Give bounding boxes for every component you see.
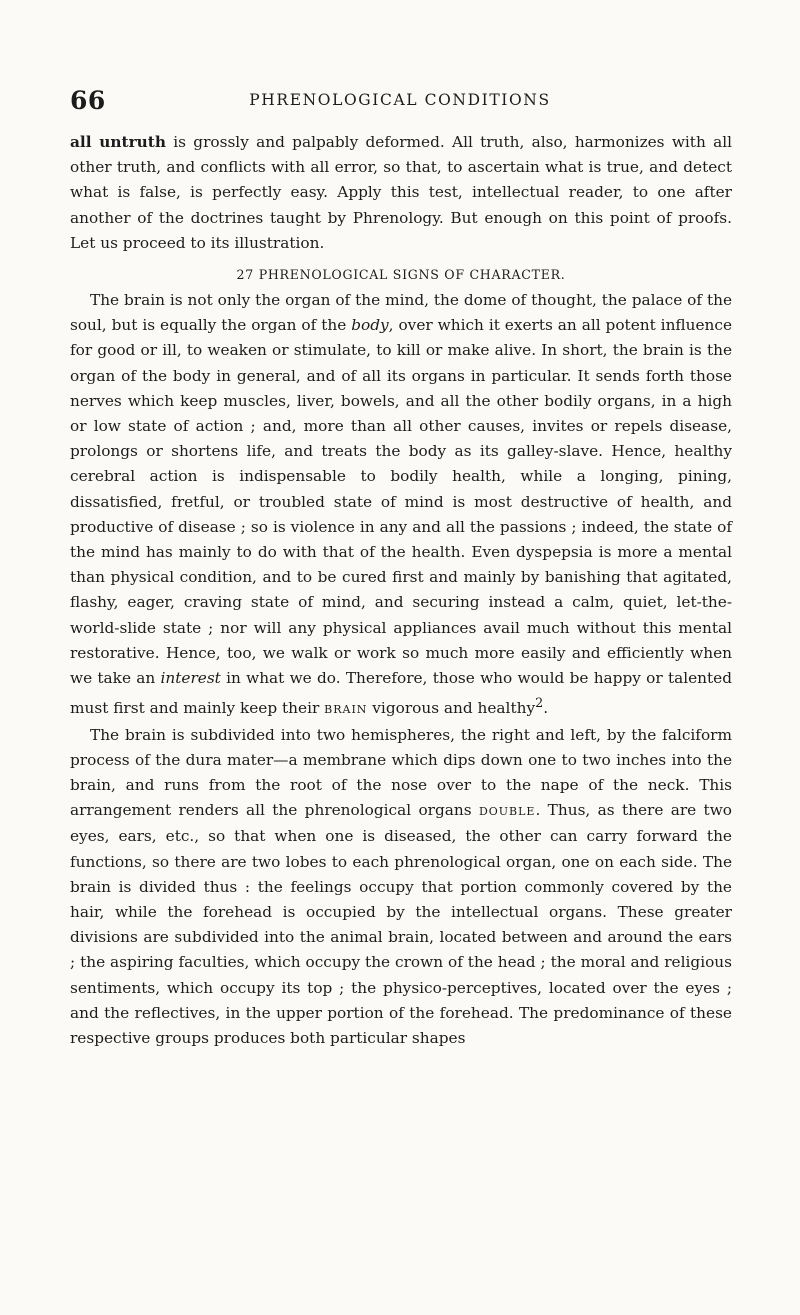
intro-lead: all untruth [70, 133, 166, 151]
p1-text-2: , over which it exerts an all potent influence for good or ill, to weaken or stimulate, to kill or make alive. In short, the brain is the organ of the body in general, and of all its organs in particular. It sends forth those nerves which keep muscles, liver, bowels, and all the other bodily organs, in a high or low state of action ; and, more than all other causes, invites or repels disease, prolongs or shortens life, and treats the body as its galley-slave. Hence, healthy cerebral action is indispensable to bodily health, while a longing, pining, dissatisfied, fretful, or troubled state of mind is most destructive of health, and productive of disease ; so is violence in any and all the passions ; indeed, the state of the mind has mainly to do with that of the health. Even dyspepsia is more a mental than physical condition, and to be cured first and mainly by banishing that agitated, flashy, eager, craving state of mind, and securing instead a calm, quiet, let-the-world-slide state ; nor will any physical appliances avail much without this mental restorative. Hence, too, we walk or work so much more easily and efficiently when we take an [70, 316, 733, 688]
p1-text-1: The brain is not only the organ of the mind, the dome of thought, the palace of the soul, but is equally the organ of the [70, 291, 732, 335]
p2-text-2: . Thus, as there are two eyes, ears, etc., so that when one is diseased, the other can carry forward the functions, so there are two lobes to each phrenological organ, one on each side. The brain is divided thus : the feelings occupy that portion commonly covered by the hair, while the forehead is occupied by the intellectual organs. These greater divisions are subdivided into the animal brain, located between and around the ears ; the aspiring faculties, which occupy the crown of the head ; the moral and religious sentiments, which occupy its top ; the physico-perceptives, located over the eyes ; and the reflectives, in the upper portion of the forehead. The predominance of these respective groups produces both particular shapes [70, 801, 732, 1047]
paragraph-hemispheres [70, 723, 732, 1052]
footnote-ref: 2 [535, 696, 544, 712]
p1-smallcaps-brain: BRAIN [324, 703, 368, 717]
page-number: 66 [70, 86, 106, 115]
intro-paragraph [70, 130, 732, 256]
p1-text-4: vigorous and healthy [367, 699, 536, 718]
section-number: 27 [236, 267, 254, 283]
section-title: PHRENOLOGICAL SIGNS OF CHARACTER. [258, 267, 566, 283]
p1-text-3: in what we do. Therefore, those who would be happy or talented must first and mainly keep their [70, 669, 733, 718]
body-text [70, 130, 732, 1051]
p1-italic-body: body [351, 316, 389, 335]
p2-text-1: The brain is subdivided into two hemispheres, the right and left, by the falciform process of the dura mater—a membrane which dips down one to two inches into the brain, and runs from the root of the nose over to the nape of the neck. This arrangement renders all the phrenological organs [70, 725, 732, 820]
page-header [70, 86, 730, 120]
paragraph-brain-organ [70, 288, 732, 723]
p1-italic-interest: interest [160, 669, 221, 688]
running-head: PHRENOLOGICAL CONDITIONS [249, 91, 551, 109]
section-heading [70, 264, 732, 286]
intro-text: is grossly and palpably deformed. All truth, also, harmonizes with all other truth, and conflicts with all error, so that, to ascertain what is true, and detect what is false, is perfectly easy. Apply this test, intellectual reader, to one after another of the doctrines taught by Phrenology. But enough on this point of proofs. Let us proceed to its illustration. [70, 133, 732, 252]
p2-smallcaps-double: DOUBLE [478, 805, 536, 819]
p1-text-5: . [543, 699, 549, 718]
